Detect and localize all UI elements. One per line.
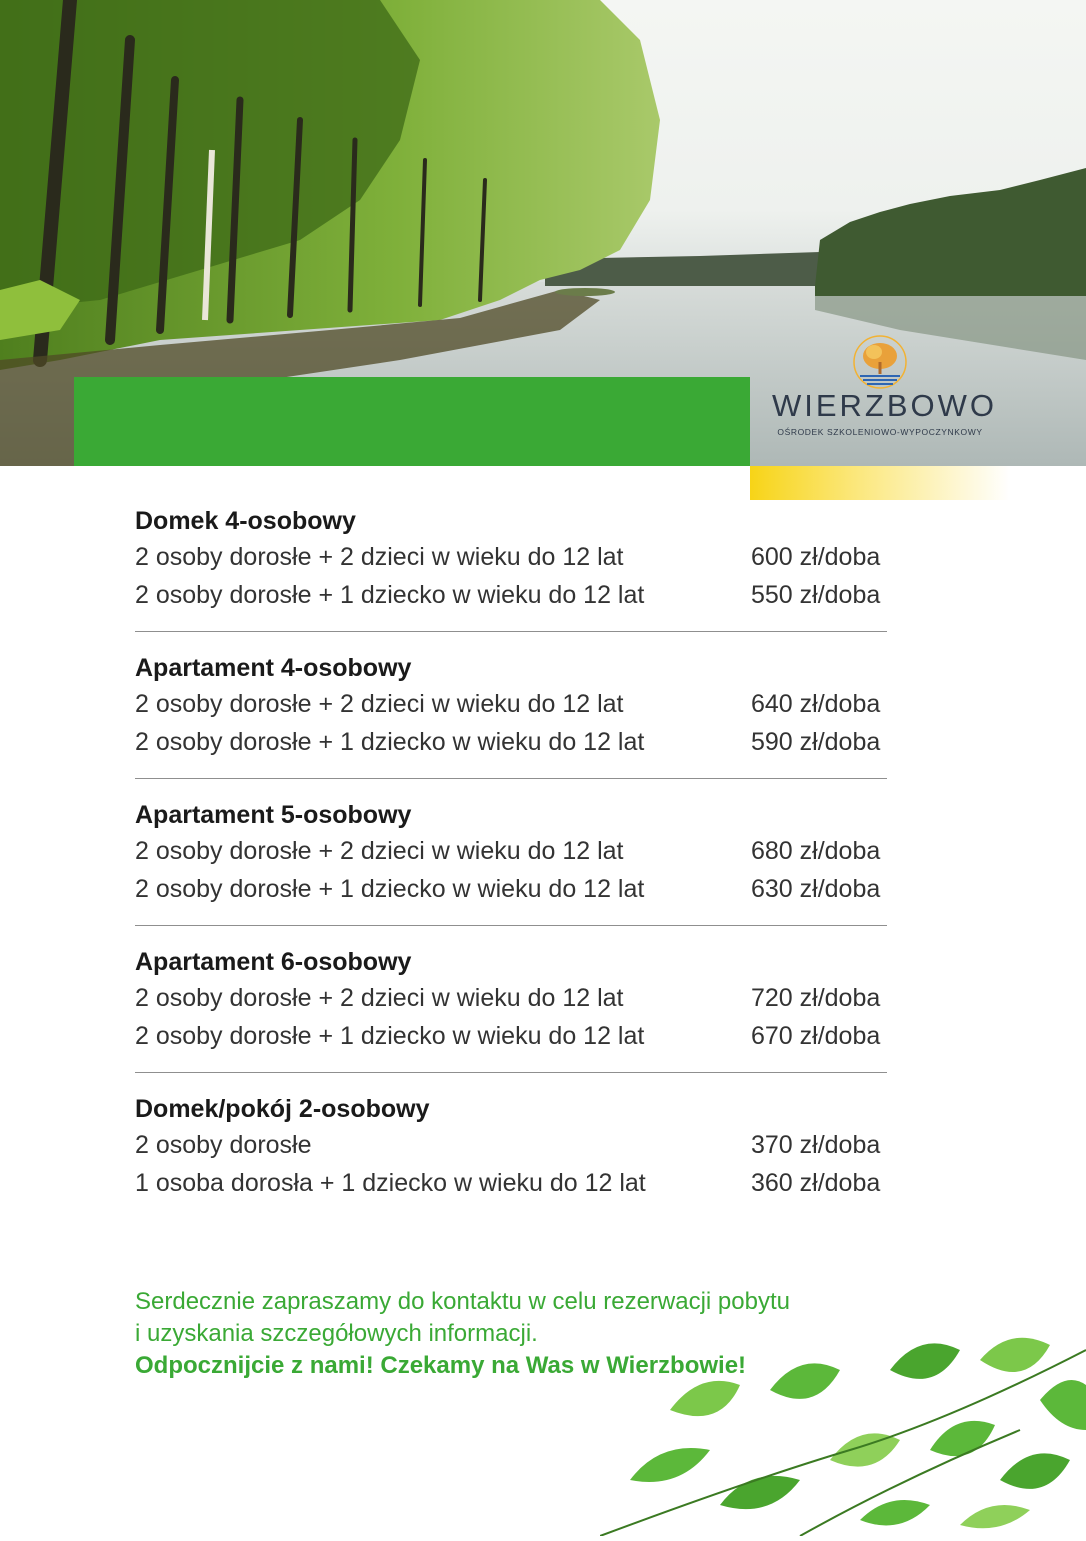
- price-row: [135, 1126, 887, 1164]
- row-description: 2 osoby dorosłe + 1 dziecko w wieku do 12 lat: [135, 728, 645, 756]
- price-row: [135, 1164, 887, 1202]
- row-price: 550 zł/doba: [751, 581, 881, 609]
- row-price: 590 zł/doba: [751, 728, 881, 756]
- row-price: 680 zł/doba: [751, 837, 881, 865]
- row-description: 2 osoby dorosłe + 2 dzieci w wieku do 12 lat: [135, 984, 624, 1012]
- price-row: [135, 870, 887, 908]
- price-row: [135, 685, 887, 723]
- row-description: 1 osoba dorosła + 1 dziecko w wieku do 12 lat: [135, 1169, 646, 1197]
- header-green-band: [74, 377, 750, 466]
- price-row: [135, 979, 887, 1017]
- price-row: [135, 723, 887, 761]
- price-row: [135, 576, 887, 614]
- section-title: Apartament 4-osobowy: [135, 654, 412, 682]
- row-price: 600 zł/doba: [751, 543, 881, 571]
- price-row: [135, 538, 887, 576]
- row-description: 2 osoby dorosłe + 1 dziecko w wieku do 12 lat: [135, 581, 645, 609]
- price-section: [135, 1092, 887, 1219]
- section-title: Apartament 6-osobowy: [135, 948, 412, 976]
- invitation-closing: Odpocznijcie z nami! Czekamy na Was w Wierzbowie!: [135, 1352, 747, 1379]
- row-description: 2 osoby dorosłe + 2 dzieci w wieku do 12 lat: [135, 543, 624, 571]
- row-description: 2 osoby dorosłe + 2 dzieci w wieku do 12 lat: [135, 837, 624, 865]
- row-description: 2 osoby dorosłe + 1 dziecko w wieku do 12 lat: [135, 1022, 645, 1050]
- section-title: Domek/pokój 2-osobowy: [135, 1095, 430, 1123]
- section-title: Apartament 5-osobowy: [135, 801, 412, 829]
- section-title: Domek 4-osobowy: [135, 507, 356, 535]
- price-list: [135, 504, 887, 1238]
- header-yellow-band: [750, 466, 1010, 500]
- price-section: [135, 504, 887, 632]
- row-price: 370 zł/doba: [751, 1131, 881, 1159]
- willow-tree-sun-logo-icon: [850, 332, 910, 392]
- price-row: [135, 1017, 887, 1055]
- price-section: [135, 945, 887, 1073]
- row-description: 2 osoby dorosłe + 1 dziecko w wieku do 12 lat: [135, 875, 645, 903]
- row-price: 640 zł/doba: [751, 690, 881, 718]
- row-price: 670 zł/doba: [751, 1022, 881, 1050]
- invitation-line-1: Serdecznie zapraszamy do kontaktu w celu rezerwacji pobytu: [135, 1288, 790, 1315]
- row-description: 2 osoby dorosłe + 2 dzieci w wieku do 12 lat: [135, 690, 624, 718]
- price-section: [135, 798, 887, 926]
- invitation-line-2: i uzyskania szczegółowych informacji.: [135, 1320, 538, 1347]
- brand-subtitle: OŚRODEK SZKOLENIOWO-WYPOCZYNKOWY: [777, 427, 983, 437]
- price-section: [135, 651, 887, 779]
- row-price: 720 zł/doba: [751, 984, 881, 1012]
- brand-name: WIERZBOWO: [772, 388, 998, 423]
- row-description: 2 osoby dorosłe: [135, 1131, 312, 1159]
- green-leaves-icon: [600, 1330, 1086, 1536]
- row-price: 630 zł/doba: [751, 875, 881, 903]
- row-price: 360 zł/doba: [751, 1169, 881, 1197]
- price-row: [135, 832, 887, 870]
- brand-logo: [772, 332, 998, 442]
